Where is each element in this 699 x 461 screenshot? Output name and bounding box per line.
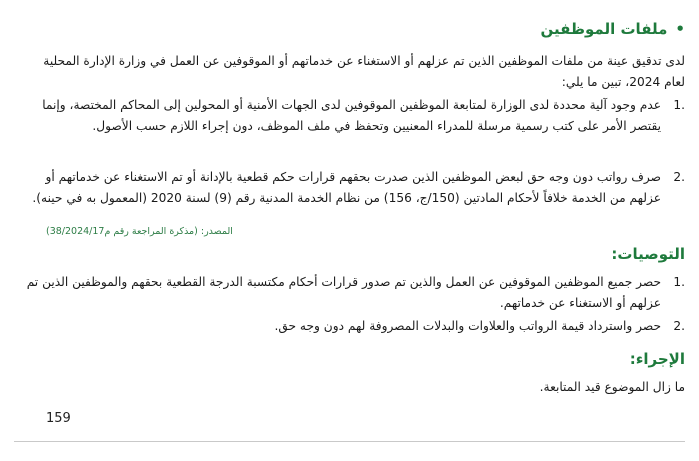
section-heading-staff-files <box>540 20 685 38</box>
recommendation-item <box>25 316 685 337</box>
item-text: حصر واسترداد قيمة الرواتب والعلاوات والبدلات المصروفة لهم دون وجه حق. <box>274 319 661 333</box>
item-text: عدم وجود آلية محددة لدى الوزارة لمتابعة الموظفين الموقوفين لدى الجهات الأمنية أو المحولين إلى المحاكم المختصة، وإنما يقتصر الأمر على كتب رسمية مرسلة للمدراء المعنيين وتحفظ في ملف الموظف، دون إجراء اللازم حسب الأصول. <box>42 98 661 133</box>
item-number: .1 <box>673 98 685 112</box>
recommendation-item <box>25 272 685 314</box>
item-number: .1 <box>673 275 685 289</box>
item-number: .2 <box>673 170 685 184</box>
item-text: صرف رواتب دون وجه حق لبعض الموظفين الذين صدرت بحقهم قرارات حكم قطعية بالإدانة أو تم الاستغناء عن خدماتهم أو عزلهم من الخدمة خلافاً لأحكام المادتين (150/ج، 156) من نظام الخدمة المدنية رقم (9) لسنة 2020 (المعمول به في حينه). <box>32 170 661 205</box>
section-heading-recommendations: التوصيات: <box>611 245 685 263</box>
action-text: ما زال الموضوع قيد المتابعة. <box>539 380 685 394</box>
intro-paragraph: لدى تدقيق عينة من ملفات الموظفين الذين تم عزلهم أو الاستغناء عن خدماتهم أو الموقوفين عن العمل في وزارة الإدارة المحلية لعام 2024، تبين ما يلي: <box>43 54 685 89</box>
finding-item <box>25 167 685 209</box>
page-number: 159 <box>46 411 71 426</box>
section-title: ملفات الموظفين <box>540 20 668 38</box>
finding-item <box>25 95 685 137</box>
item-text: حصر جميع الموظفين الموقوفين عن العمل والذين تم صدور قرارات أحكام مكتسبة الدرجة القطعية بحقهم والموظفين الذين تم عزلهم أو الاستغناء عن خدماتهم. <box>26 275 661 310</box>
section-heading-action: الإجراء: <box>629 350 685 368</box>
footer-divider <box>14 441 685 442</box>
source-note: المصدر: (مذكرة المراجعة رقم م38/2024/17) <box>46 226 233 237</box>
item-number: .2 <box>673 319 685 333</box>
bullet-icon: • <box>675 20 685 38</box>
